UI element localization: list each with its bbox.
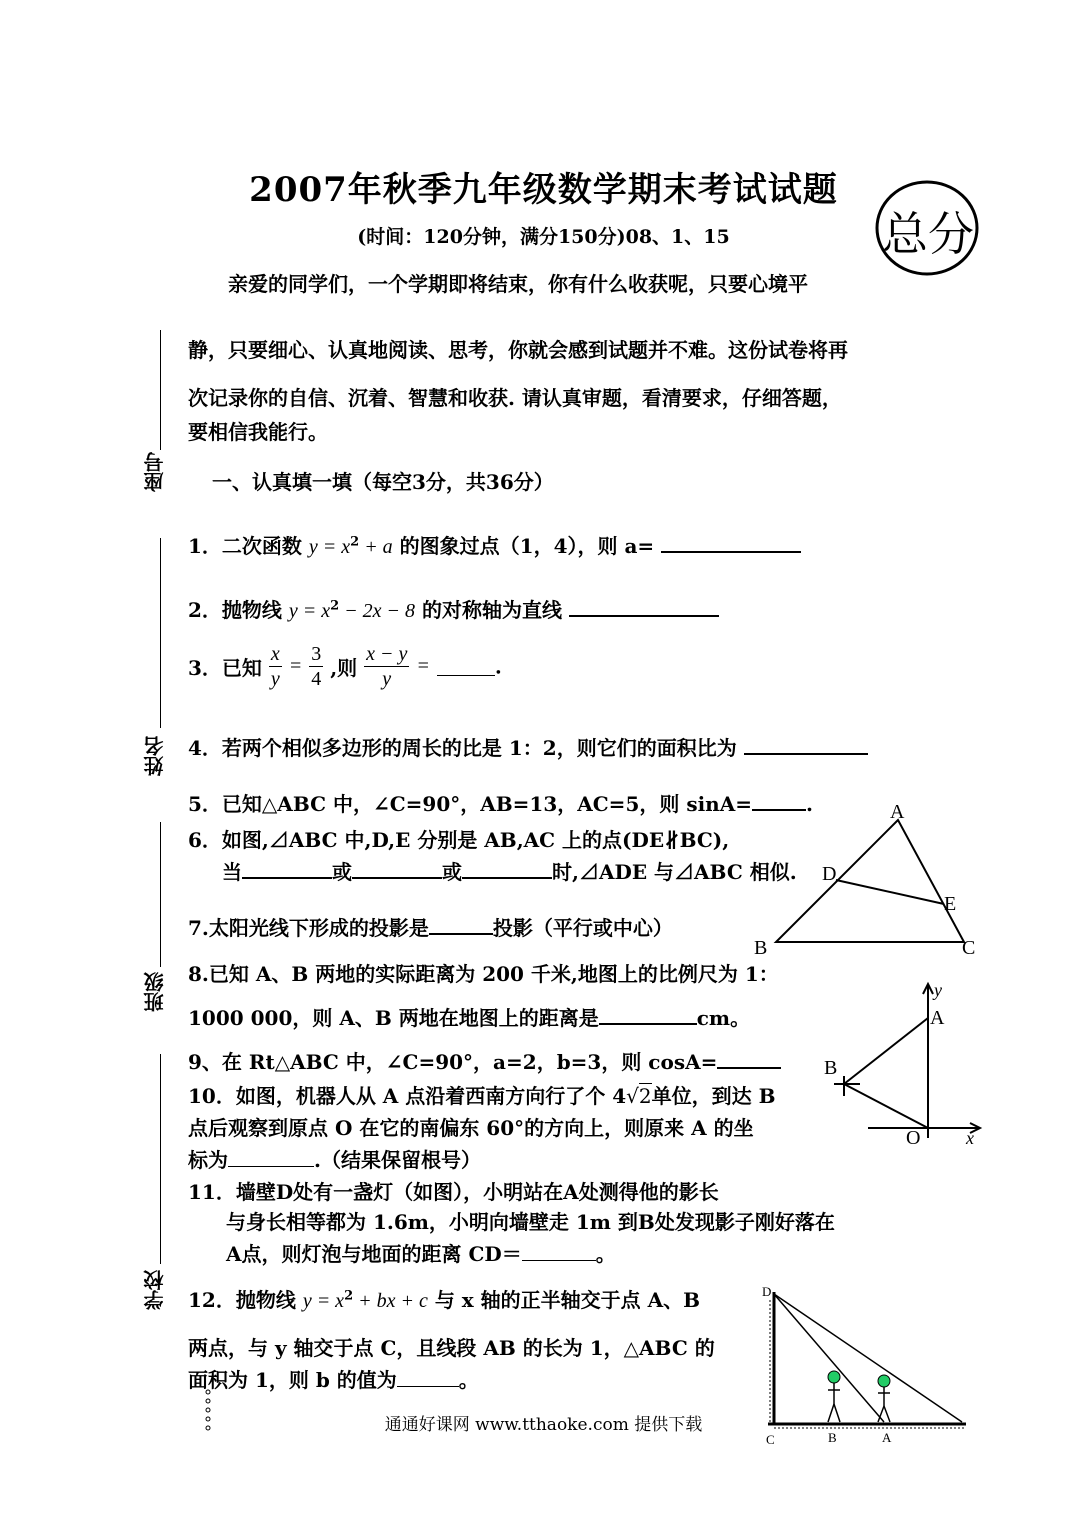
q2-math-lhs: y = x [288, 600, 331, 622]
q12-prefix: 12．抛物线 [188, 1288, 296, 1312]
q11-answer-blank[interactable] [522, 1242, 596, 1261]
q7-answer-blank[interactable] [429, 915, 493, 935]
lamp-label-d: D [762, 1284, 772, 1299]
question-1 [188, 530, 801, 559]
q1-exponent: 2 [350, 534, 360, 550]
q9-text: 9、在 Rt△ABC 中，∠C=90°，a=2，b=3，则 cosA= [188, 1050, 718, 1074]
question-7 [188, 912, 673, 941]
question-8-line-1: 8.已知 A、B 两地的实际距离为 200 千米,地图上的比例尺为 1： [188, 962, 779, 986]
q1-answer-blank[interactable] [661, 533, 801, 553]
q4-answer-blank[interactable] [744, 735, 868, 755]
q6-answer-blank-2[interactable] [352, 859, 442, 879]
triangle-label-c: C [962, 937, 976, 959]
triangle-label-e: E [944, 893, 957, 915]
q3-suffix: . [494, 654, 502, 679]
q3-f1-num: x [270, 643, 280, 665]
question-3 [188, 642, 502, 691]
q1-math-lhs: y = x [308, 536, 351, 558]
q8-answer-blank[interactable] [599, 1005, 697, 1025]
q6-when: 当 [222, 860, 242, 884]
q11-prefix: A点，则灯泡与地面的距离 CD＝ [226, 1242, 522, 1266]
question-11-line-2: 与身长相等都为 1.6m，小明向墙壁走 1m 到B处发现影子刚好落在 [226, 1210, 835, 1234]
q3-f2-den: 4 [311, 668, 322, 690]
q2-math-rhs: − 2x − 8 [339, 600, 416, 622]
q3-fraction-1 [269, 642, 282, 691]
question-4 [188, 732, 868, 761]
path-ab [844, 1018, 928, 1084]
q1-suffix: 的图象过点（1，4），则 a= [399, 534, 655, 558]
seat-label: 座号 [143, 452, 167, 492]
question-6-line-1: 6．如图,⊿ABC 中,D,E 分别是 AB,AC 上的点(DE∦BC), [188, 828, 730, 852]
q3-answer-blank[interactable] [437, 657, 495, 676]
person-a-head [878, 1375, 890, 1387]
triangle-label-b: B [754, 937, 768, 959]
q2-answer-blank[interactable] [569, 597, 719, 617]
question-2 [188, 594, 719, 623]
q12-line3-prefix: 面积为 1，则 b 的值为 [188, 1368, 397, 1392]
q3-fraction-3 [364, 642, 409, 691]
q1-prefix: 1．二次函数 [188, 534, 302, 558]
q1-math-rhs: + a [359, 536, 393, 558]
q10-line3-prefix: 标为 [188, 1148, 228, 1172]
exam-info: (时间：120分钟，满分150分)08、1、15 [357, 226, 730, 248]
q12-answer-blank[interactable] [397, 1368, 459, 1387]
axes-label-o: O [906, 1127, 921, 1149]
question-11-line-1: 11．墙壁D处有一盏灯（如图），小明站在A处测得他的影长 [188, 1180, 719, 1204]
q10-line3-suffix: .（结果保留根号） [314, 1148, 481, 1172]
q2-prefix: 2．抛物线 [188, 598, 282, 622]
q7-prefix: 7.太阳光线下形成的投影是 [188, 916, 429, 940]
question-10-line-3 [188, 1144, 481, 1173]
q6-or-2: 或 [442, 860, 462, 884]
axes-label-y: y [934, 980, 942, 1000]
binding-line [160, 822, 161, 967]
q3-equals-1: = [288, 655, 303, 677]
name-label: 姓名 [143, 736, 167, 776]
q9-answer-blank[interactable] [717, 1049, 781, 1069]
q10-radicand: 2 [638, 1084, 652, 1108]
lamp-label-c: C [766, 1432, 775, 1447]
binding-line [160, 538, 161, 728]
q3-f3-den: y [382, 668, 392, 690]
q3-f3-num: x − y [366, 643, 408, 665]
page-title: 2007年秋季九年级数学期末考试试题 [249, 170, 838, 210]
question-12-line-1 [188, 1284, 700, 1313]
q3-f1-den: y [270, 668, 280, 690]
q4-text: 4．若两个相似多边形的周长的比是 1：2，则它们的面积比为 [188, 736, 737, 760]
class-label: 班级 [143, 972, 167, 1012]
q12-math-lhs: y = x [302, 1290, 345, 1312]
q6-suffix: 时,⊿ADE 与⊿ABC 相似. [552, 860, 797, 884]
lamp-label-a: A [882, 1430, 892, 1445]
q12-suffix: 与 x 轴的正半轴交于点 A、B [434, 1288, 701, 1312]
school-label: 学校 [143, 1270, 167, 1310]
q2-exponent: 2 [330, 598, 340, 614]
intro-line-1: 亲爱的同学们，一个学期即将结束，你有什么收获呢，只要心境平 [228, 272, 808, 296]
question-11-line-3 [226, 1238, 616, 1267]
axes-label-a: A [930, 1007, 945, 1029]
segment-de [836, 880, 944, 904]
triangle-label-a: A [890, 801, 905, 823]
question-10-line-1 [188, 1080, 776, 1109]
person-b-head [828, 1371, 840, 1383]
stamp-label: 总分 [882, 207, 974, 261]
q7-suffix: 投影（平行或中心） [492, 916, 673, 940]
q3-middle: ,则 [330, 656, 358, 680]
q8-suffix: cm。 [696, 1006, 751, 1030]
question-12-line-3 [188, 1364, 479, 1393]
q5-suffix: . [806, 792, 813, 816]
triangle-figure [750, 796, 990, 966]
binding-line [160, 330, 161, 450]
axes-label-x: x [966, 1128, 974, 1148]
q11-suffix: 。 [595, 1242, 616, 1266]
q2-suffix: 的对称轴为直线 [422, 598, 563, 622]
q10-answer-blank[interactable] [228, 1148, 314, 1167]
question-9 [188, 1046, 781, 1075]
q8-prefix: 1000 000，则 A、B 两地在地图上的距离是 [188, 1006, 599, 1030]
footer-source: 通通好课网 www.tthaoke.com 提供下载 [384, 1415, 703, 1435]
sqrt-symbol: √ [626, 1084, 639, 1108]
q3-f2-num: 3 [311, 643, 322, 665]
q10-prefix: 10．如图，机器人从 A 点沿着西南方向行了个 4 [188, 1084, 627, 1108]
intro-line-2: 静，只要细心、认真地阅读、思考，你就会感到试题并不难。这份试卷将再 [188, 338, 848, 362]
section-heading: 一、认真填一填（每空3分，共36分） [212, 470, 554, 494]
q12-line3-suffix: 。 [458, 1368, 479, 1392]
q6-answer-blank-1[interactable] [242, 859, 332, 879]
question-12-line-2: 两点，与 y 轴交于点 C，且线段 AB 的长为 1，△ABC 的 [188, 1336, 715, 1360]
triangle-label-d: D [822, 863, 837, 885]
question-6-line-2 [222, 856, 797, 885]
axes-figure [810, 978, 990, 1152]
q12-math-rhs: + bx + c [353, 1290, 428, 1312]
q3-fraction-2 [309, 642, 323, 691]
lamp-label-b: B [828, 1430, 837, 1445]
q10-line1-suffix: 单位，到达 B [651, 1084, 776, 1108]
axes-label-b: B [824, 1057, 838, 1079]
intro-line-3: 次记录你的自信、沉着、智慧和收获. 请认真审题，看清要求，仔细答题， [188, 386, 842, 410]
binding-line [160, 1054, 161, 1264]
path-bo [844, 1084, 928, 1128]
q6-answer-blank-3[interactable] [462, 859, 552, 879]
q12-exponent: 2 [344, 1288, 354, 1304]
q5-text: 5．已知△ABC 中，∠C=90°，AB=13，AC=5，则 sinA= [188, 792, 752, 816]
q3-prefix: 3．已知 [188, 656, 262, 680]
q6-or-1: 或 [332, 860, 352, 884]
q3-equals-2: = [416, 655, 430, 677]
total-score-stamp [872, 178, 982, 278]
question-8-line-2 [188, 1002, 750, 1031]
triangle-abc [776, 820, 964, 942]
question-5 [188, 788, 813, 817]
question-10-line-2: 点后观察到原点 O 在它的南偏东 60°的方向上，则原来 A 的坐 [188, 1116, 754, 1140]
intro-line-4: 要相信我能行。 [188, 420, 328, 444]
